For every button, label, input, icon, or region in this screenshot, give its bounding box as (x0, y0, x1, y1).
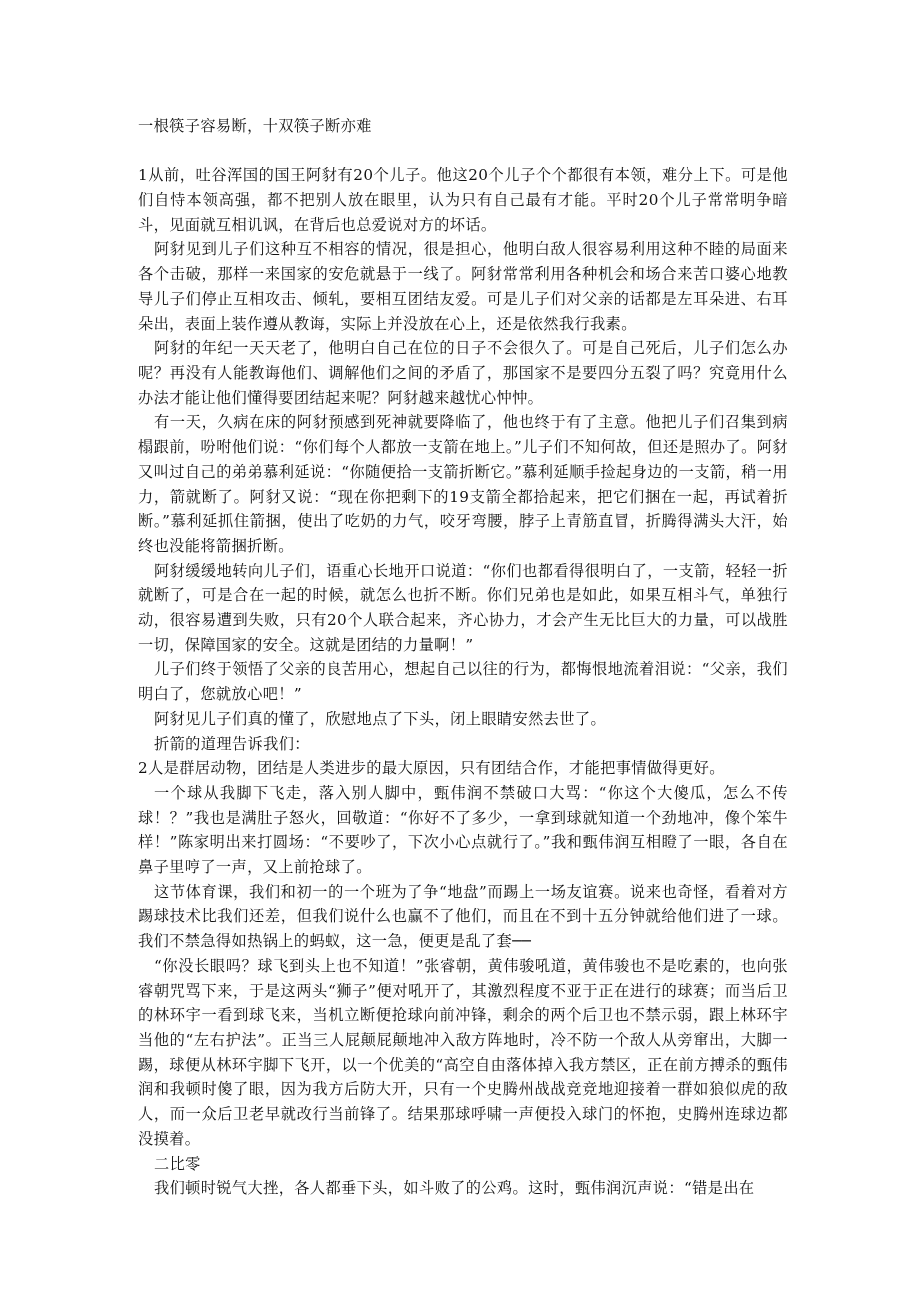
document-body (138, 114, 788, 1201)
paragraph: 一个球从我脚下飞走，落入别人脚中，甄伟润不禁破口大骂：“你这个大傻瓜，怎么不传球！？”我也是满肚子怒火，回敬道：“你好不了多少，一拿到球就知道一个劲地冲，像个笨牛样！”陈家明出来打圆场：“不要吵了，下次小心点就行了。”我和甄伟润互相瞪了一眼，各自在鼻子里哼了一声，又上前抢球了。 (138, 783, 788, 877)
paragraph: 阿豺见到儿子们这种互不相容的情况，很是担心，他明白敌人很容易利用这种不睦的局面来各个击破，那样一来国家的安危就悬于一线了。阿豺常常利用各种机会和场合来苦口婆心地教导儿子们停止互相攻击、倾轧，要相互团结友爱。可是儿子们对父亲的话都是左耳朵进、右耳朵出，表面上装作遵从教诲，实际上并没放在心上，还是依然我行我素。 (138, 240, 788, 333)
paragraph: 2人是群居动物，团结是人类进步的最大原因，只有团结合作，才能把事情做得更好。 (138, 759, 725, 778)
paragraph: 折箭的道理告诉我们： (154, 734, 310, 753)
paragraph: 阿豺见儿子们真的懂了，欣慰地点了下头，闭上眼睛安然去世了。 (154, 709, 607, 728)
paragraph: 这节体育课，我们和初一的一个班为了争“地盘”而踢上一场友谊赛。说来也奇怪，看着对方踢球技术比我们还差，但我们说什么也赢不了他们，而且在不到十五分钟就给他们进了一球。我们不禁急得如热锅上的蚂蚁，这一急，便更是乱了套── (138, 882, 788, 951)
paragraph-list (138, 163, 788, 1201)
paragraph: 阿豺缓缓地转向儿子们，语重心长地开口说道：“你们也都看得很明白了，一支箭，轻轻一折就断了，可是合在一起的时候，就怎么也折不断。你们兄弟也是如此，如果互相斗气，单独行动，很容易遭到失败，只有20个人联合起来，齐心协力，才会产生无比巨大的力量，可以战胜一切，保障国家的安全。这就是团结的力量啊！” (138, 561, 788, 654)
paragraph: 1从前，吐谷浑国的国王阿豺有20个儿子。他这20个儿子个个都很有本领，难分上下。可是他们自恃本领高强，都不把别人放在眼里，认为只有自己最有才能。平时20个儿子常常明争暗斗，见面就互相讥讽，在背后也总爱说对方的坏话。 (138, 166, 788, 234)
paragraph: “你没长眼吗？球飞到头上也不知道！”张睿朝，黄伟骏吼道，黄伟骏也不是吃素的，也向张睿朝咒骂下来，于是这两头“狮子”便对吼开了，其激烈程度不亚于正在进行的球赛；而当后卫的林环宇一看到球飞来，当机立断便抢球向前冲锋，剩余的两个后卫也不禁示弱，跟上林环宇当他的“左右护法”。正当三人屁颠屁颠地冲入敌方阵地时，冷不防一个敌人从旁窜出，大脚一踢，球便从林环宇脚下飞开，以一个优美的“高空自由落体掉入我方禁区，正在前方搏杀的甄伟润和我顿时傻了眼，因为我方后防大开，只有一个史腾州战战竞竞地迎接着一群如狼似虎的敌人，而一众后卫老早就改行当前锋了。结果那球呼啸一声便投入球门的怀抱，史腾州连球边都没摸着。 (138, 956, 788, 1148)
paragraph: 我们顿时锐气大挫，各人都垂下头，如斗败了的公鸡。这时，甄伟润沉声说：“错是出在 (154, 1179, 755, 1198)
paragraph: 二比零 (154, 1154, 201, 1173)
title-spacer (138, 139, 788, 164)
document-title: 一根筷子容易断，十双筷子断亦难 (138, 117, 372, 135)
paragraph: 阿豺的年纪一天天老了，他明白自己在位的日子不会很久了。可是自己死后，儿子们怎么办呢？再没有人能教诲他们、调解他们之间的矛盾了，那国家不是要四分五裂了吗？究竟用什么办法才能让他们懂得要团结起来呢？阿豺越来越忧心忡忡。 (138, 339, 788, 407)
paragraph: 有一天，久病在床的阿豺预感到死神就要降临了，他也终于有了主意。他把儿子们召集到病榻跟前，吩咐他们说：“你们每个人都放一支箭在地上。”儿子们不知何故，但还是照办了。阿豺又叫过自己的弟弟慕利延说：“你随便拾一支箭折断它。”慕利延顺手捡起身边的一支箭，稍一用力，箭就断了。阿豺又说：“现在你把剩下的19支箭全都拾起来，把它们捆在一起，再试着折断。”慕利延抓住箭捆，使出了吃奶的力气，咬牙弯腰，脖子上青筋直冒，折腾得满头大汗，始终也没能将箭捆折断。 (138, 413, 788, 555)
paragraph: 儿子们终于领悟了父亲的良苦用心，想起自己以往的行为，都悔恨地流着泪说：“父亲，我们明白了，您就放心吧！” (138, 660, 788, 704)
